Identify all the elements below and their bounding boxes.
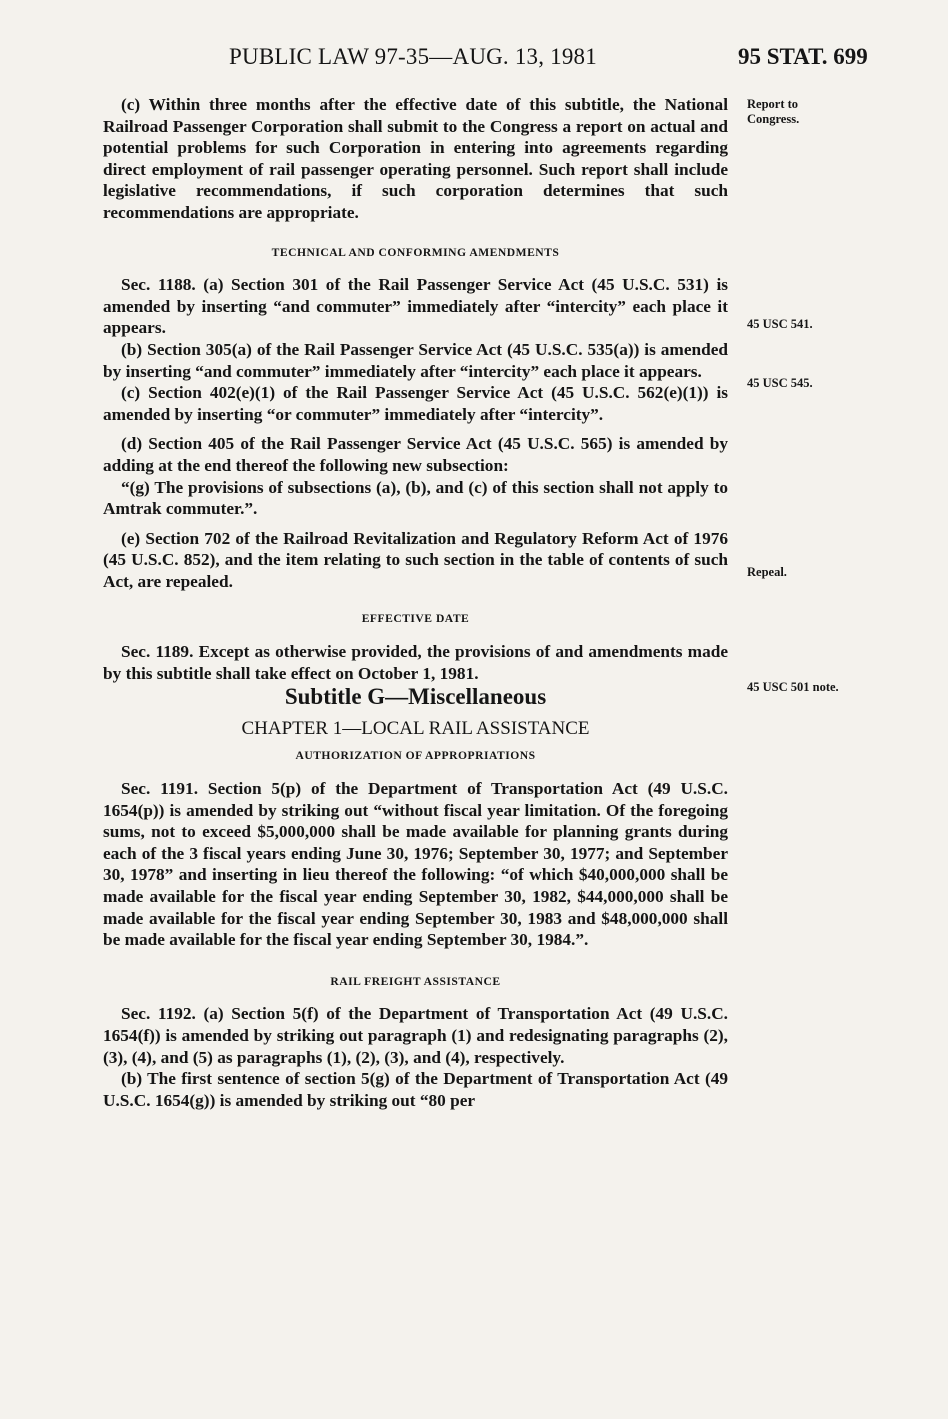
- chapter-heading: CHAPTER 1—LOCAL RAIL ASSISTANCE: [241, 717, 590, 739]
- section-1192-b: (b) The first sentence of section 5(g) of the Department of Transportation Act (49 U.S.C. 1654(g)) is amended by striking out “80 per: [103, 1069, 728, 1110]
- section-1189: Sec. 1189. Except as otherwise provided, the provisions of and amendments made by this subtitle shall take effect on October 1, 1981.: [103, 642, 728, 683]
- paragraph-c: (c) Within three months after the effective date of this subtitle, the National Railroad Passenger Corporation shall submit to the Congress a report on actual and potential problems for such Corporation in entering into agreements regarding direct employment of rail passenger operating personnel. Such report shall include legislative recommendations, if such corporation determines that such recommendations are appropriate.: [103, 95, 728, 222]
- margin-note-usc-545: 45 USC 545.: [747, 376, 813, 390]
- section-1188-e: (e) Section 702 of the Railroad Revitalization and Regulatory Reform Act of 1976 (45 U.S.C. 852), and the item relating to such section in the table of contents of such Act, are repealed.: [103, 528, 728, 591]
- section-1188-c: (c) Section 402(e)(1) of the Rail Passenger Service Act (45 U.S.C. 562(e)(1)) is amended by inserting “or commuter” immediately after “intercity”.: [103, 383, 728, 424]
- subsection-g: “(g) The provisions of subsections (a), (b), and (c) of this section shall not apply to Amtrak commuter.”.: [103, 477, 728, 519]
- page-header: [0, 44, 948, 78]
- subtitle-heading: Subtitle G—Miscellaneous: [284, 684, 547, 710]
- section-1188-d: (d) Section 405 of the Rail Passenger Service Act (45 U.S.C. 565) is amended by adding at the end thereof the following new subsection:: [103, 434, 728, 475]
- stat-page-reference: 95 STAT. 699: [738, 44, 868, 69]
- section-1188-a: Sec. 1188. (a) Section 301 of the Rail Passenger Service Act (45 U.S.C. 531) is amended by inserting “and commuter” immediately after “intercity” each place it appears.: [103, 275, 728, 338]
- margin-note-report: Report to Congress.: [747, 97, 800, 126]
- margin-note-usc-501: 45 USC 501 note.: [747, 680, 839, 694]
- section-1188-b: (b) Section 305(a) of the Rail Passenger Service Act (45 U.S.C. 535(a)) is amended by inserting “and commuter” immediately after “intercity” each place it appears.: [103, 339, 728, 381]
- section-1192-a: Sec. 1192. (a) Section 5(f) of the Department of Transportation Act (49 U.S.C. 1654(f)) is amended by striking out paragraph (1) and redesignating paragraphs (2), (3), (4), and (5) as paragraphs (1), (2), (3), and (4), respectively.: [103, 1004, 728, 1067]
- margin-note-repeal: Repeal.: [747, 565, 787, 579]
- section-heading-technical: TECHNICAL AND CONFORMING AMENDMENTS: [271, 245, 560, 259]
- page-title: PUBLIC LAW 97-35—AUG. 13, 1981: [229, 44, 597, 69]
- section-heading-freight: RAIL FREIGHT ASSISTANCE: [330, 974, 501, 988]
- document-body: [103, 94, 728, 1111]
- section-heading-authorization: AUTHORIZATION OF APPROPRIATIONS: [295, 749, 536, 763]
- section-1191: Sec. 1191. Section 5(p) of the Department of Transportation Act (49 U.S.C. 1654(p)) is amended by striking out “without fiscal year limitation. Of the foregoing sums, not to exceed $5,000,000 shall be made available for planning grants during each of the 3 fiscal years ending June 30, 1976; September 30, 1977; and September 30, 1978” and inserting in lieu thereof the following: “of which $40,000,000 shall be made available for the fiscal year ending September 30, 1982, $44,000,000 shall be made available for the fiscal year ending September 30, 1983 and $48,000,000 shall be made available for the fiscal year ending September 30, 1984.”.: [103, 779, 728, 950]
- margin-note-usc-541: 45 USC 541.: [747, 317, 813, 331]
- section-heading-effective: EFFECTIVE DATE: [361, 612, 470, 626]
